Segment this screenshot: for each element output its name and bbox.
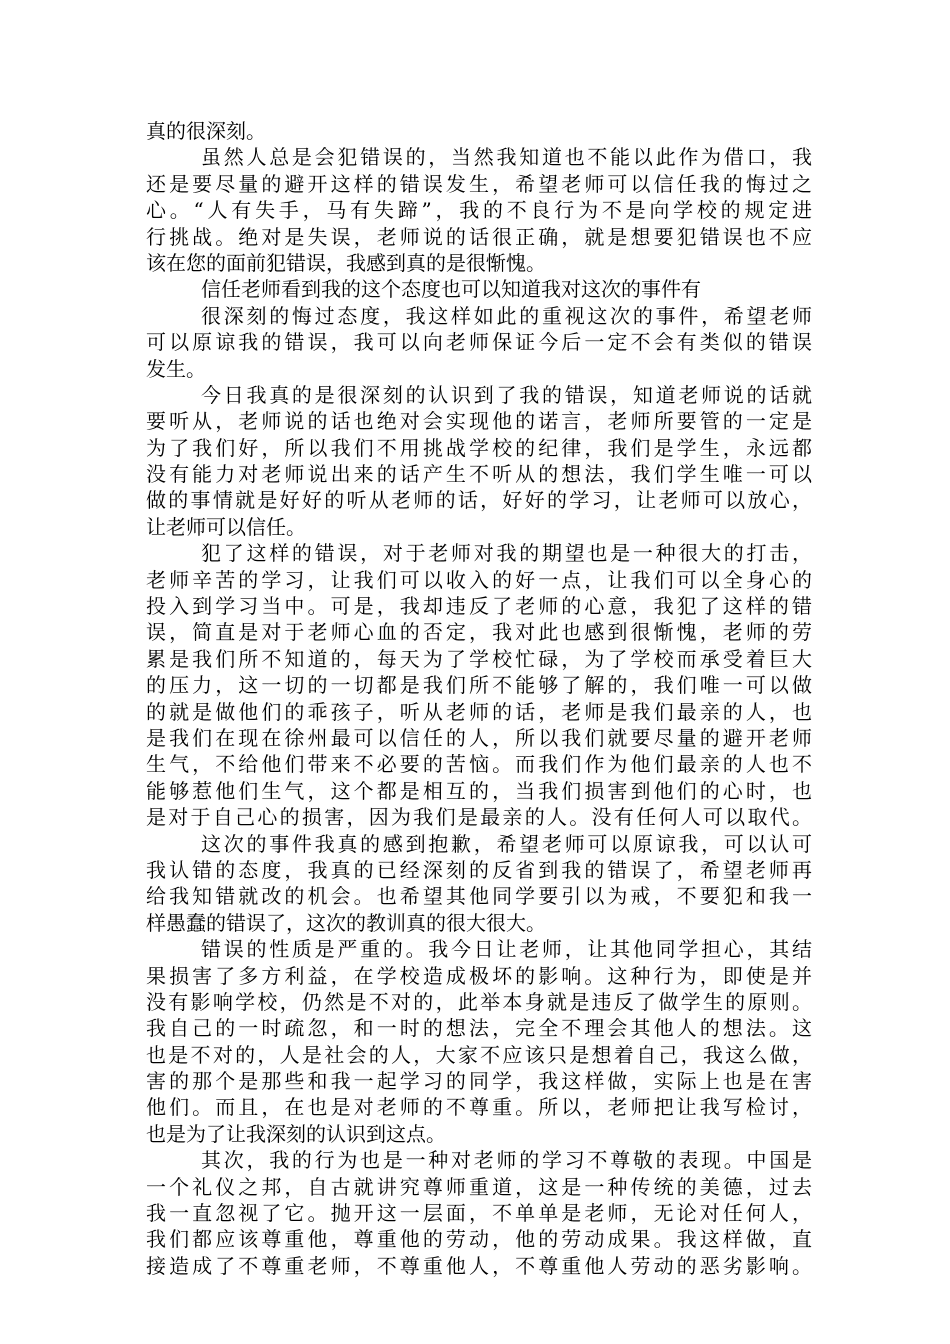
- text-line: 真的很深刻。: [146, 119, 266, 143]
- text-line: 是对于自己心的损害，因为我们是最亲的人。没有任何人可以取代。: [146, 805, 812, 830]
- text-line: 老师辛苦的学习，让我们可以收入的好一点，让我们可以全身心的: [146, 567, 812, 592]
- text-line: 可以原谅我的错误，我可以向老师保证今后一定不会有类似的错误: [146, 330, 812, 355]
- text-line: 让老师可以信任。: [146, 514, 306, 539]
- text-line: 样愚蠢的错误了，这次的教训真的很大很大。: [146, 910, 546, 935]
- text-line: 错误的性质是严重的。我今日让老师，让其他同学担心，其结: [201, 937, 812, 962]
- text-line: 的压力，这一切的一切都是我们所不能够了解的，我们唯一可以做: [146, 673, 812, 698]
- text-line: 心。“人有失手，马有失蹄”，我的不良行为不是向学校的规定进: [146, 198, 812, 223]
- text-line: 接造成了不尊重老师，不尊重他人，不尊重他人劳动的恶劣影响。: [146, 1253, 812, 1278]
- text-line: 虽然人总是会犯错误的，当然我知道也不能以此作为借口，我: [201, 145, 812, 170]
- text-line: 投入到学习当中。可是，我却违反了老师的心意，我犯了这样的错: [146, 594, 812, 619]
- text-line: 为了我们好，所以我们不用挑战学校的纪律，我们是学生，永远都: [146, 435, 812, 460]
- text-line: 做的事情就是好好的听从老师的话，好好的学习，让老师可以放心，: [146, 488, 812, 513]
- text-line: 其次，我的行为也是一种对老师的学习不尊敬的表现。中国是: [201, 1148, 812, 1173]
- text-line: 也是为了让我深刻的认识到这点。: [146, 1121, 446, 1146]
- text-line: 我自己的一时疏忽，和一时的想法，完全不理会其他人的想法。这: [146, 1016, 812, 1041]
- text-line: 行挑战。绝对是失误，老师说的话很正确，就是想要犯错误也不应: [146, 224, 812, 249]
- text-line: 很深刻的悔过态度，我这样如此的重视这次的事件，希望老师: [201, 303, 812, 328]
- text-line: 给我知错就改的机会。也希望其他同学要引以为戒，不要犯和我一: [146, 884, 812, 909]
- text-line: 能够惹他们生气，这个都是相互的，当我们损害到他们的心时，也: [146, 778, 812, 803]
- text-line: 没有影响学校，仍然是不对的，此举本身就是违反了做学生的原则。: [146, 989, 812, 1014]
- text-line: 发生。: [146, 356, 206, 381]
- text-line: 误，简直是对于老师心血的否定，我对此也感到很惭愧，老师的劳: [146, 620, 812, 645]
- text-line: 没有能力对老师说出来的话产生不听从的想法，我们学生唯一可以: [146, 462, 812, 487]
- text-line: 害的那个是那些和我一起学习的同学，我这样做，实际上也是在害: [146, 1069, 812, 1094]
- text-line: 也是不对的，人是社会的人，大家不应该只是想着自己，我这么做，: [146, 1042, 812, 1067]
- text-line: 一个礼仪之邦，自古就讲究尊师重道，这是一种传统的美德，过去: [146, 1174, 812, 1199]
- text-line: 这次的事件我真的感到抱歉，希望老师可以原谅我，可以认可: [201, 831, 812, 856]
- text-line: 该在您的面前犯错误，我感到真的是很惭愧。: [146, 250, 546, 275]
- text-line: 我们都应该尊重他，尊重他的劳动，他的劳动成果。我这样做，直: [146, 1227, 812, 1252]
- text-line: 今日我真的是很深刻的认识到了我的错误，知道老师说的话就: [201, 382, 812, 407]
- text-line: 犯了这样的错误，对于老师对我的期望也是一种很大的打击，: [201, 541, 812, 566]
- text-line: 是我们在现在徐州最可以信任的人，所以我们就要尽量的避开老师: [146, 725, 812, 750]
- document-body: [146, 118, 812, 1279]
- text-line: 累是我们所不知道的，每天为了学校忙碌，为了学校而承受着巨大: [146, 646, 812, 671]
- text-line: 他们。而且，在也是对老师的不尊重。所以，老师把让我写检讨，: [146, 1095, 812, 1120]
- text-line: 果损害了多方利益，在学校造成极坏的影响。这种行为，即使是并: [146, 963, 812, 988]
- text-line: 信任老师看到我的这个态度也可以知道我对这次的事件有: [201, 277, 701, 302]
- text-line: 我认错的态度，我真的已经深刻的反省到我的错误了，希望老师再: [146, 857, 812, 882]
- text-line: 还是要尽量的避开这样的错误发生，希望老师可以信任我的悔过之: [146, 171, 812, 196]
- text-line: 要听从，老师说的话也绝对会实现他的诺言，老师所要管的一定是: [146, 409, 812, 434]
- text-line: 生气，不给他们带来不必要的苦恼。而我们作为他们最亲的人也不: [146, 752, 812, 777]
- text-line: 我一直忽视了它。抛开这一层面，不单单是老师，无论对任何人，: [146, 1201, 812, 1226]
- text-line: 的就是做他们的乖孩子，听从老师的话，老师是我们最亲的人，也: [146, 699, 812, 724]
